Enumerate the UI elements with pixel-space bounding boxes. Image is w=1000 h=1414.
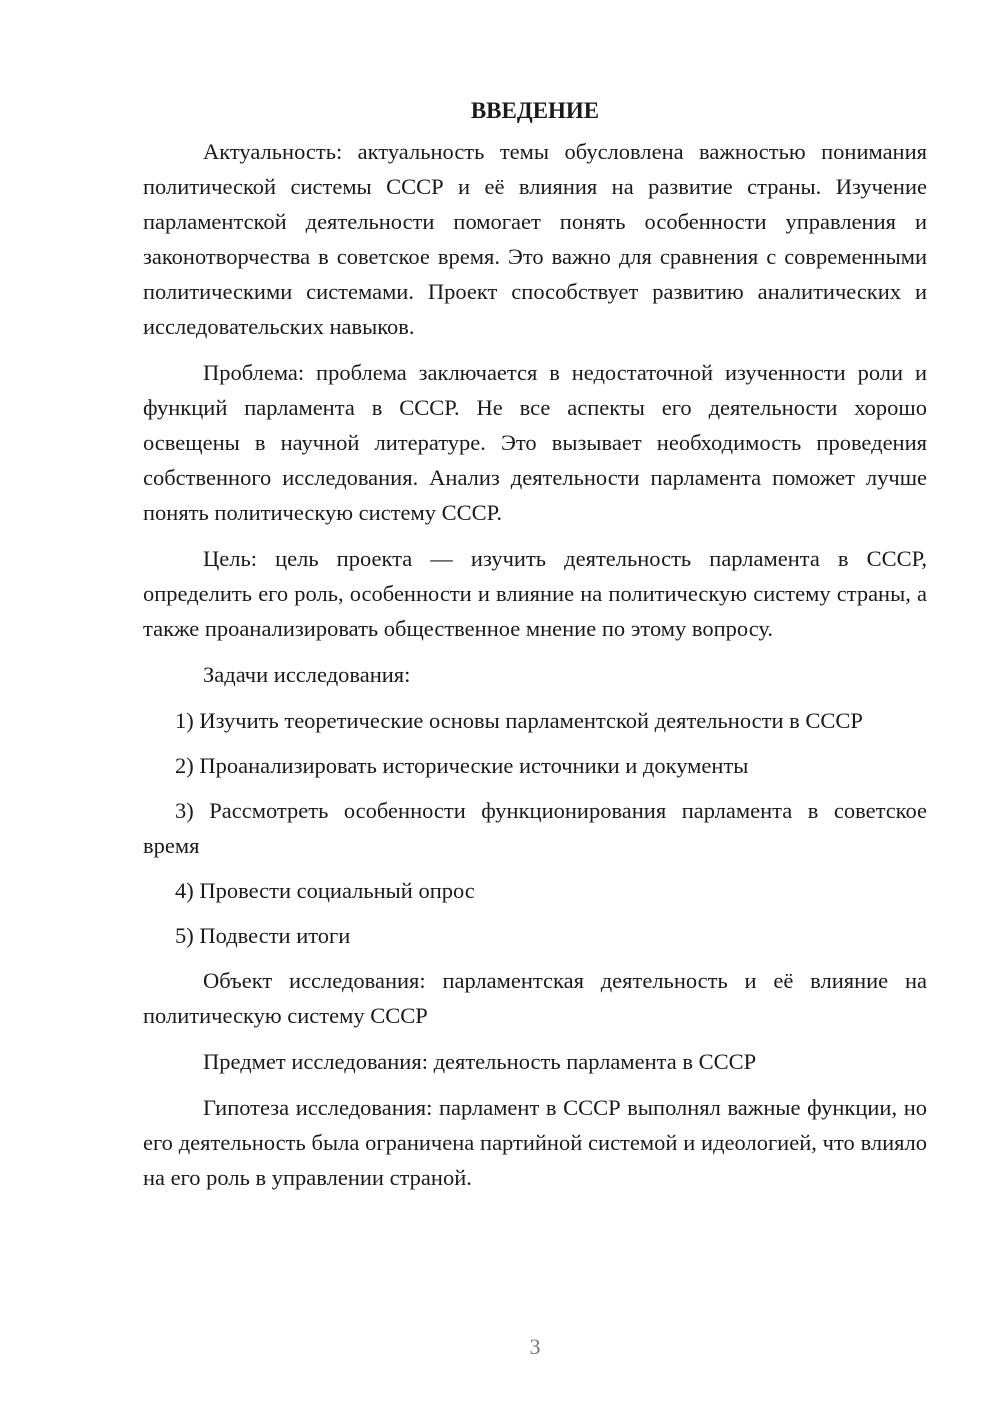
list-item: 4) Провести социальный опрос <box>175 878 475 903</box>
tasks-heading: Задачи исследования: <box>203 662 411 687</box>
page-content <box>143 96 927 1206</box>
section-title: ВВЕДЕНИЕ <box>470 98 600 123</box>
relevance-paragraph: Актуальность: актуальность темы обусловлена важностью понимания политической системы СССР и её влияния на развитие страны. Изучение парламентской деятельности помогает понять особенности управления и законотворчества в советское время. Это важно для сравнения с современными политическими системами. Проект способствует развитию аналитических и исследовательских навыков. <box>143 139 927 339</box>
list-item: 3) Рассмотреть особенности функционирования парламента в советское время <box>143 798 927 858</box>
goal-paragraph: Цель: цель проекта — изучить деятельность парламента в СССР, определить его роль, особенности и влияние на политическую систему страны, а также проанализировать общественное мнение по этому вопросу. <box>143 546 927 641</box>
page-number: 3 <box>529 1334 541 1359</box>
object-paragraph: Объект исследования: парламентская деятельность и её влияние на политическую систему СССР <box>143 968 927 1028</box>
subject-paragraph: Предмет исследования: деятельность парламента в СССР <box>203 1049 757 1074</box>
list-item: 5) Подвести итоги <box>175 923 351 948</box>
tasks-list <box>143 703 927 953</box>
hypothesis-paragraph: Гипотеза исследования: парламент в СССР выполнял важные функции, но его деятельность была ограничена партийной системой и идеологией, что влияло на его роль в управлении страной. <box>143 1095 927 1190</box>
list-item: 2) Проанализировать исторические источники и документы <box>175 753 749 778</box>
list-item: 1) Изучить теоретические основы парламентской деятельности в СССР <box>175 708 863 733</box>
problem-paragraph: Проблема: проблема заключается в недостаточной изученности роли и функций парламента в СССР. Не все аспекты его деятельности хорошо освещены в научной литературе. Это вызывает необходимость проведения собственного исследования. Анализ деятельности парламента поможет лучше понять политическую систему СССР. <box>143 360 927 525</box>
